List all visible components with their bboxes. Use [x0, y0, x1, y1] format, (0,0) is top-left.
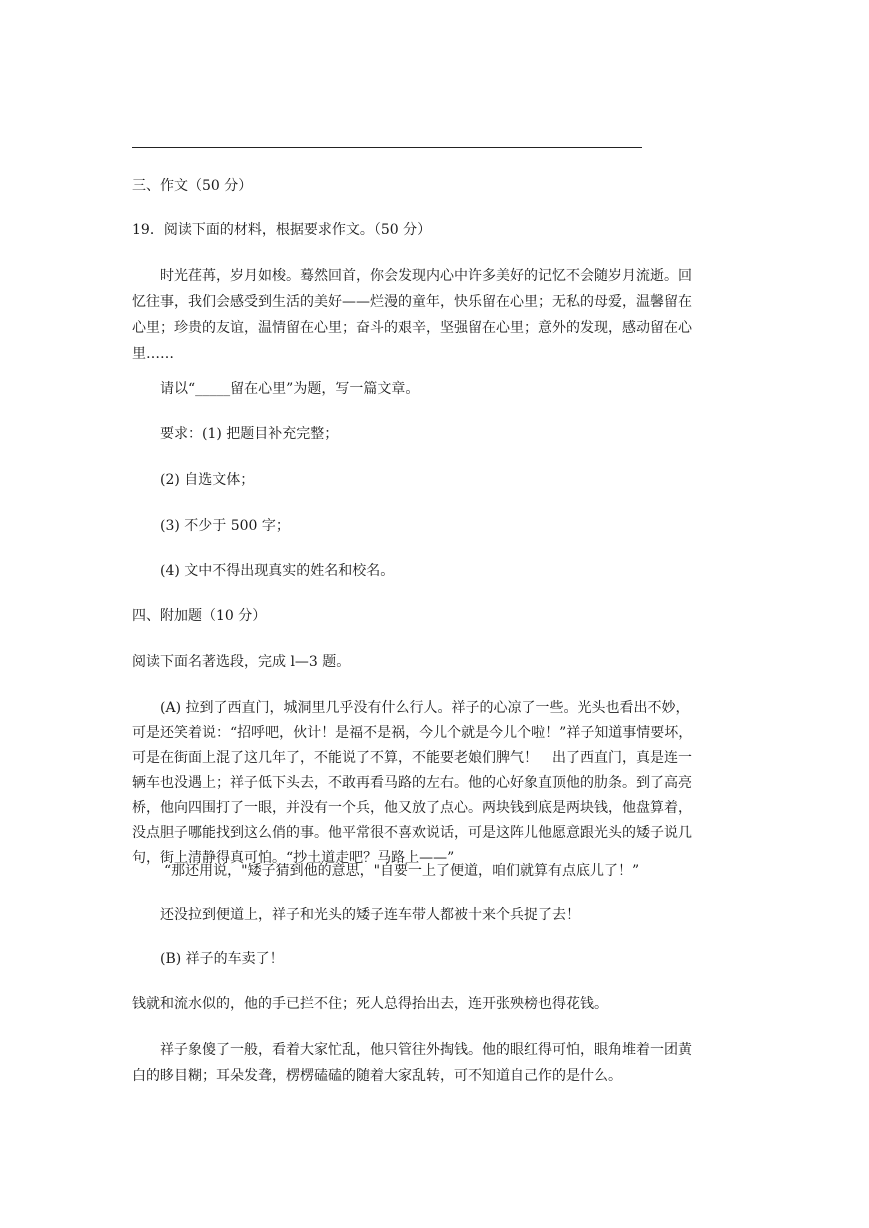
material-line: 时光荏苒，岁月如梭。蓦然回首，你会发现内心中许多美好的记忆不会随岁月流逝。回 — [160, 268, 692, 284]
reading-instruction: 阅读下面名著选段，完成 l—3 题。 — [132, 654, 351, 670]
money-line: 钱就和流水似的，他的手已拦不住；死人总得抬出去，连开张殃榜也得花钱。 — [132, 996, 608, 1012]
passage-b-title: (B) 祥子的车卖了！ — [160, 951, 284, 967]
section-4-title: 四、附加题（10 分） — [132, 608, 267, 624]
passage-a-line: (A) 拉到了西直门，城洞里几乎没有什么行人。祥子的心凉了一些。光头也看出不妙， — [160, 700, 690, 716]
passage-a-line: 桥，他向四围打了一眼，并没有一个兵，他又放了点心。两块钱到底是两块钱，他盘算着， — [132, 800, 692, 816]
requirement-2: (2) 自选文体； — [160, 472, 255, 488]
material-line: 忆往事，我们会感受到生活的美好——烂漫的童年，快乐留在心里；无私的母爱，温馨留在 — [132, 294, 692, 310]
passage-a-line: 没点胆子哪能找到这么俏的事。他平常很不喜欢说话，可是这阵儿他愿意跟光头的矮子说几 — [132, 825, 692, 841]
last-line: 白的眵目糊；耳朵发聋，楞楞磕磕的随着大家乱转，可不知道自己作的是什么。 — [132, 1068, 622, 1084]
essay-prompt: 请以“_____留在心里”为题，写一篇文章。 — [160, 381, 420, 397]
answer-line — [132, 147, 642, 148]
requirement-1: 要求：(1) 把题目补充完整； — [160, 426, 339, 442]
material-line: 里…… — [132, 346, 174, 362]
section-3-title: 三、作文（50 分） — [132, 178, 253, 194]
question-19: 19．阅读下面的材料，根据要求作文。（50 分） — [132, 222, 432, 238]
dialogue-line: “那还用说，"矮子猜到他的意思，"自要一上了便道，咱们就算有点底儿了！” — [164, 863, 640, 879]
material-line: 心里；珍贵的友谊，温情留在心里；奋斗的艰辛，坚强留在心里；意外的发现，感动留在心 — [132, 320, 692, 336]
requirement-4: (4) 文中不得出现真实的姓名和校名。 — [160, 563, 395, 579]
passage-a-line: 句，街上清静得真可怕。“抄土道走吧？马路上——” — [132, 850, 455, 866]
passage-a-line: 辆车也没遇上；祥子低下头去，不敢再看马路的左右。他的心好象直顶他的肋条。到了高亮 — [132, 775, 692, 791]
caught-line: 还没拉到便道上，祥子和光头的矮子连车带人都被十来个兵捉了去！ — [160, 907, 580, 923]
passage-a-line: 可是在街面上混了这几年了，不能说了不算，不能要老娘们脾气！ 出了西直门，真是连一 — [132, 750, 692, 766]
passage-a-line: 可是还笑着说：“招呼吧，伙计！是福不是祸，今儿个就是今儿个啦！”祥子知道事情要坏， — [132, 725, 693, 741]
last-line: 祥子象傻了一般，看着大家忙乱，他只管往外掏钱。他的眼红得可怕，眼角堆着一团黄 — [160, 1042, 692, 1058]
requirement-3: (3) 不少于 500 字； — [160, 518, 290, 534]
